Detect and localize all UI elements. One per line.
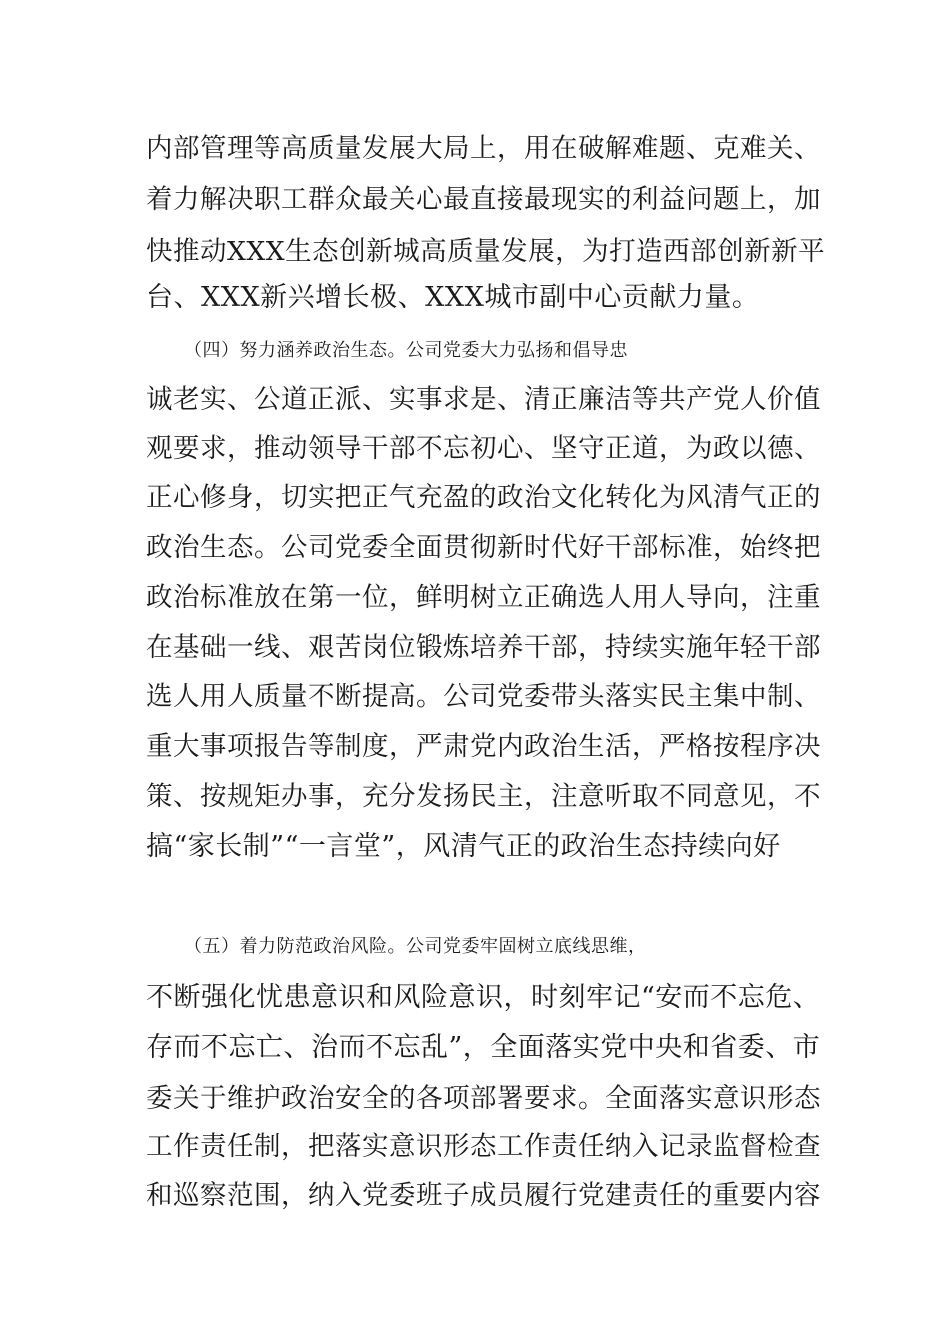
text-line: 不断强化忧患意识和风险意识，时刻牢记“安而不忘危、 xyxy=(146,982,821,1013)
text-line: 正心修身，切实把正气充盈的政治文化转化为风清气正的 xyxy=(146,482,821,513)
text-line: 搞“家长制”“一言堂”，风清气正的政治生态持续向好 xyxy=(146,831,781,862)
paragraph-five-heading-line: （五）着力防范政治风险。公司党委牢固树立底线思维， xyxy=(184,936,647,957)
text-line: 政治标准放在第一位，鲜明树立正确选人用人导向，注重 xyxy=(146,582,821,613)
text-line: 着力解决职工群众最关心最直接最现实的利益问题上，加 xyxy=(146,184,821,215)
text-line: 台、XXX新兴增长极、XXX城市副中心贡献力量。 xyxy=(146,282,760,313)
text-line: 选人用人质量不断提高。公司党委带头落实民主集中制、 xyxy=(146,681,821,712)
text-line: 观要求，推动领导干部不忘初心、坚守正道，为政以德、 xyxy=(146,433,821,464)
text-line: 和巡察范围，纳入党委班子成员履行党建责任的重要内容 xyxy=(146,1180,821,1211)
text-line: 重大事项报告等制度，严肃党内政治生活，严格按程序决 xyxy=(146,731,821,762)
text-line: 委关于维护政治安全的各项部署要求。全面落实意识形态 xyxy=(146,1083,821,1114)
text-line: 在基础一线、艰苦岗位锻炼培养干部，持续实施年轻干部 xyxy=(146,632,821,663)
text-line: 政治生态。公司党委全面贯彻新时代好干部标准，始终把 xyxy=(146,532,821,563)
text-line: 工作责任制，把落实意识形态工作责任纳入记录监督检查 xyxy=(146,1131,821,1162)
text-line: 诚老实、公道正派、实事求是、清正廉洁等共产党人价值 xyxy=(146,384,821,415)
text-line: 策、按规矩办事，充分发扬民主，注意听取不同意见，不 xyxy=(146,781,821,812)
text-line: 存而不忘亡、治而不忘乱”，全面落实党中央和省委、市 xyxy=(146,1032,821,1063)
text-line: 内部管理等高质量发展大局上，用在破解难题、克难关、 xyxy=(146,133,821,164)
paragraph-four-heading-line: （四）努力涵养政治生态。公司党委大力弘扬和倡导忠 xyxy=(184,340,628,361)
text-line: 快推动XXX生态创新城高质量发展，为打造西部创新新平 xyxy=(146,236,826,267)
